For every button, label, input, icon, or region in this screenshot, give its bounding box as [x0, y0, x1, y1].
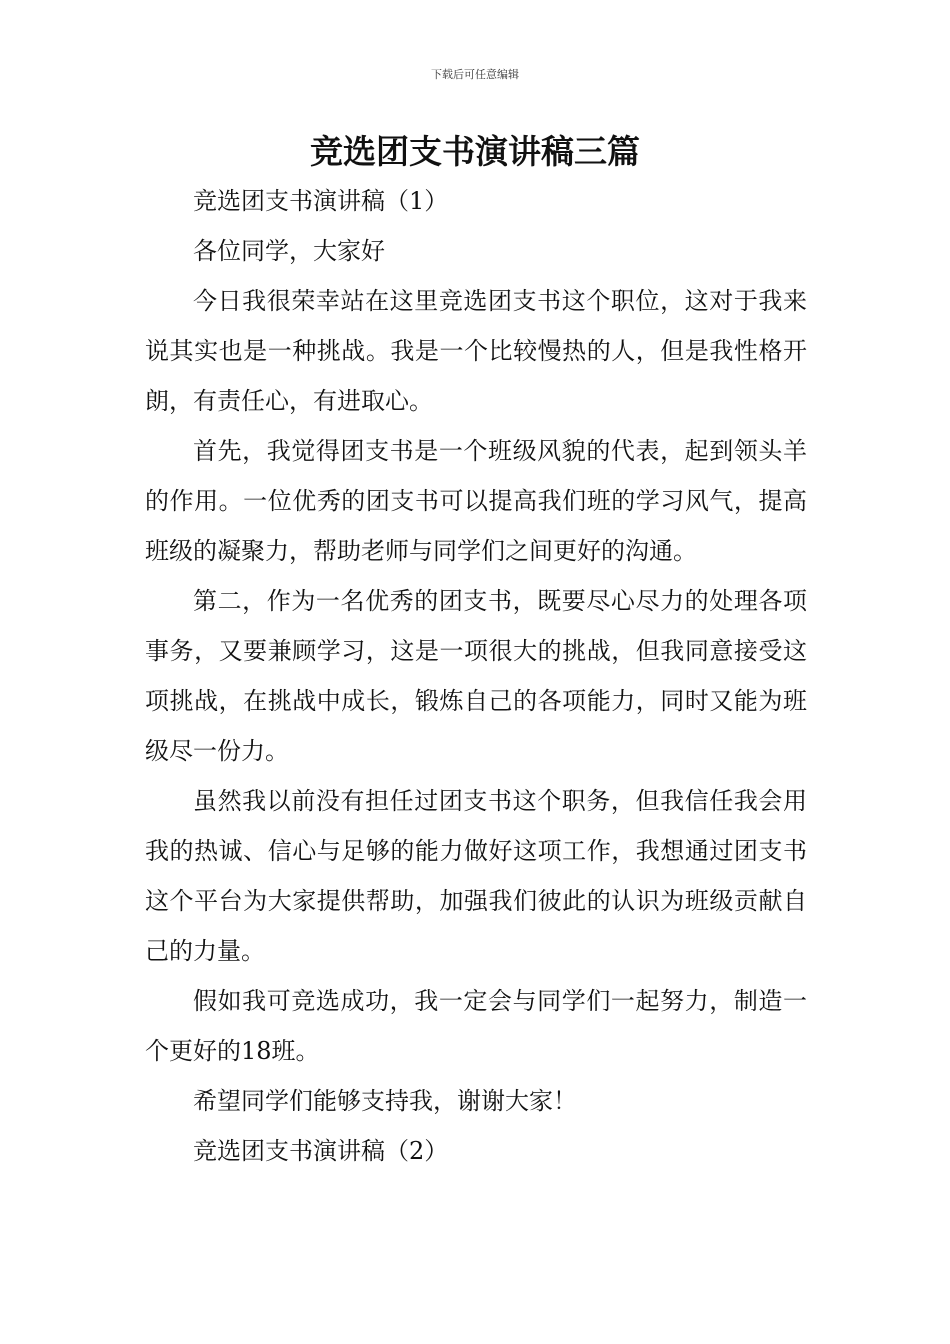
body-paragraph: 假如我可竞选成功，我一定会与同学们一起努力，制造一个更好的18班。 [145, 987, 807, 1065]
body-paragraph: 虽然我以前没有担任过团支书这个职务，但我信任我会用我的热诚、信心与足够的能力做好这项工作，我想通过团支书这个平台为大家提供帮助，加强我们彼此的认识为班级贡献自己的力量。 [145, 787, 807, 965]
document-body [145, 176, 807, 1176]
header-note: 下载后可任意编辑 [431, 68, 519, 81]
document-title: 竞选团支书演讲稿三篇 [310, 132, 640, 171]
body-paragraph: 第二，作为一名优秀的团支书，既要尽心尽力的处理各项事务，又要兼顾学习，这是一项很大的挑战，但我同意接受这项挑战，在挑战中成长，锻炼自己的各项能力，同时又能为班级尽一份力。 [145, 587, 807, 765]
body-paragraph: 今日我很荣幸站在这里竞选团支书这个职位，这对于我来说其实也是一种挑战。我是一个比较慢热的人，但是我性格开朗，有责任心，有进取心。 [145, 287, 807, 415]
section-heading-2: 竞选团支书演讲稿（2） [193, 1137, 449, 1165]
greeting-paragraph: 各位同学，大家好 [193, 237, 385, 265]
section-heading-1: 竞选团支书演讲稿（1） [193, 187, 449, 215]
body-paragraph: 首先，我觉得团支书是一个班级风貌的代表，起到领头羊的作用。一位优秀的团支书可以提高我们班的学习风气，提高班级的凝聚力，帮助老师与同学们之间更好的沟通。 [145, 437, 807, 565]
closing-paragraph: 希望同学们能够支持我，谢谢大家！ [193, 1087, 577, 1115]
